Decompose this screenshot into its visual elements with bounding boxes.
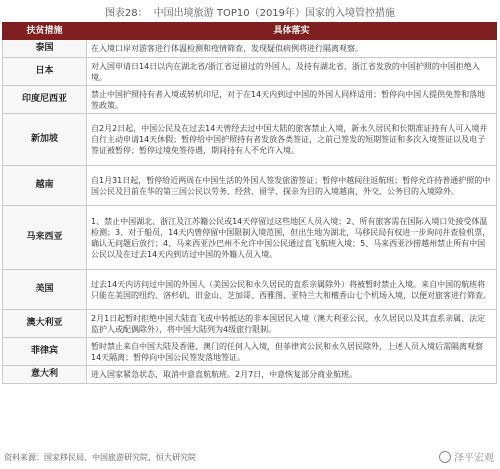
measure-cell: 自2月2日起，中国公民及在过去14天曾经去过中国大陆的旅客禁止入境，新永久居民和长期准证持有人可入境并自行主动申请14天休假；暂停给中国护照持有者发放各类签证，之前已签发的短期签证和多次入境签证以及电子签证被暂停；暂停过境免签待遇，期间持有人不允许入境。 <box>87 114 497 166</box>
figure-title-text: 中国出境旅游 TOP10（2019年）国家的入境管控措施 <box>153 7 396 19</box>
measure-cell: 进入国家紧急状态，取消中意直航航班。2月7日，中意恢复部分商业航班。 <box>87 366 497 384</box>
table-row <box>3 86 497 114</box>
table-row <box>3 338 497 366</box>
country-cell: 澳大利亚 <box>3 310 87 338</box>
figure-label: 图表28： <box>104 7 148 19</box>
country-cell: 美国 <box>3 270 87 310</box>
measure-cell: 禁止中国护照持有者入境或转机印尼，对于在14天内到过中国的外国人同样适用；暂停向中国人提供免签和落地签政策。 <box>87 86 497 114</box>
table-header-row <box>3 23 497 40</box>
table-row <box>3 40 497 58</box>
country-cell: 马来西亚 <box>3 206 87 270</box>
table-row <box>3 310 497 338</box>
table-row <box>3 166 497 206</box>
header-implementation: 具体落实 <box>87 23 497 40</box>
country-cell: 新加坡 <box>3 114 87 166</box>
country-cell: 泰国 <box>3 40 87 58</box>
measure-cell: 对入国申请日14日以内在湖北省/浙江省逗留过的外国人，及持有湖北省、浙江省发放的中国护照的中国拒绝入境。 <box>87 58 497 86</box>
watermark-logo-icon <box>439 451 451 463</box>
measure-cell: 2月1日起暂时拒绝中国大陆直飞或中转抵达的非本国居民入境（澳大利亚公民、永久居民以及其直系亲属、法定监护人或配偶除外），将中国大陆列为4级旅行限制。 <box>87 310 497 338</box>
measure-cell: 过去14天内访问过中国的外国人（美国公民和永久居民的直系亲属除外）将被暂时禁止入境。来自中国的航班将只能在美国的纽约、洛杉矶、旧金山、芝加哥、西雅图、亚特兰大和檀香山七个机场入境，以便对旅客进行筛查。 <box>87 270 497 310</box>
source-note: 资料来源：国家移民局、中国旅游研究院、恒大研究院 <box>4 453 196 462</box>
country-cell: 印度尼西亚 <box>3 86 87 114</box>
figure-title <box>2 2 498 20</box>
table-row <box>3 206 497 270</box>
table-row <box>3 270 497 310</box>
control-measures-table <box>2 22 497 384</box>
country-cell: 日本 <box>3 58 87 86</box>
measure-cell: 1、禁止中国湖北、浙江及江苏籍公民或14天停留过这些地区人员入境；2、所有旅客需在国际入境口处接受体温检测；3、对于船员，14天内曾停留中国限制入境范围，但出生地为湖北，马移民局有权进一步询问并查验机票，确认无问题后放行；4、马来西亚沙巴州不允许中国公民通过直飞航班入境；5、马来西亚沙捞越州禁止所有中国公民以及在过去14天内到访过中国的外籍人员入境。 <box>87 206 497 270</box>
measure-cell: 在入境口岸对游客进行体温检测和疫情筛查，发现疑似病例将进行隔离观察。 <box>87 40 497 58</box>
table-row <box>3 58 497 86</box>
table-row <box>3 114 497 166</box>
measure-cell: 暂时禁止来自中国大陆及香港、澳门的任何人入境，但菲律宾公民和永久居民除外，上述人员入境后需隔离观察14天隔离；暂停向中国公民签发落地签证。 <box>87 338 497 366</box>
watermark <box>439 449 494 464</box>
header-measure-type: 扶贫措施 <box>3 23 87 40</box>
table-row <box>3 366 497 384</box>
watermark-text: 泽平宏观 <box>454 453 494 464</box>
country-cell: 菲律宾 <box>3 338 87 366</box>
measure-cell: 自1月31日起，暂停给近两周在中国生活的外国人签发旅游签证；暂停中越间往返航班；暂停允许持普通护照的中国公民及目前在华的第三国公民以劳务、经营、留学、探亲为目的入境越南，外交、公务目的入境除外。 <box>87 166 497 206</box>
country-cell: 意大利 <box>3 366 87 384</box>
country-cell: 越南 <box>3 166 87 206</box>
